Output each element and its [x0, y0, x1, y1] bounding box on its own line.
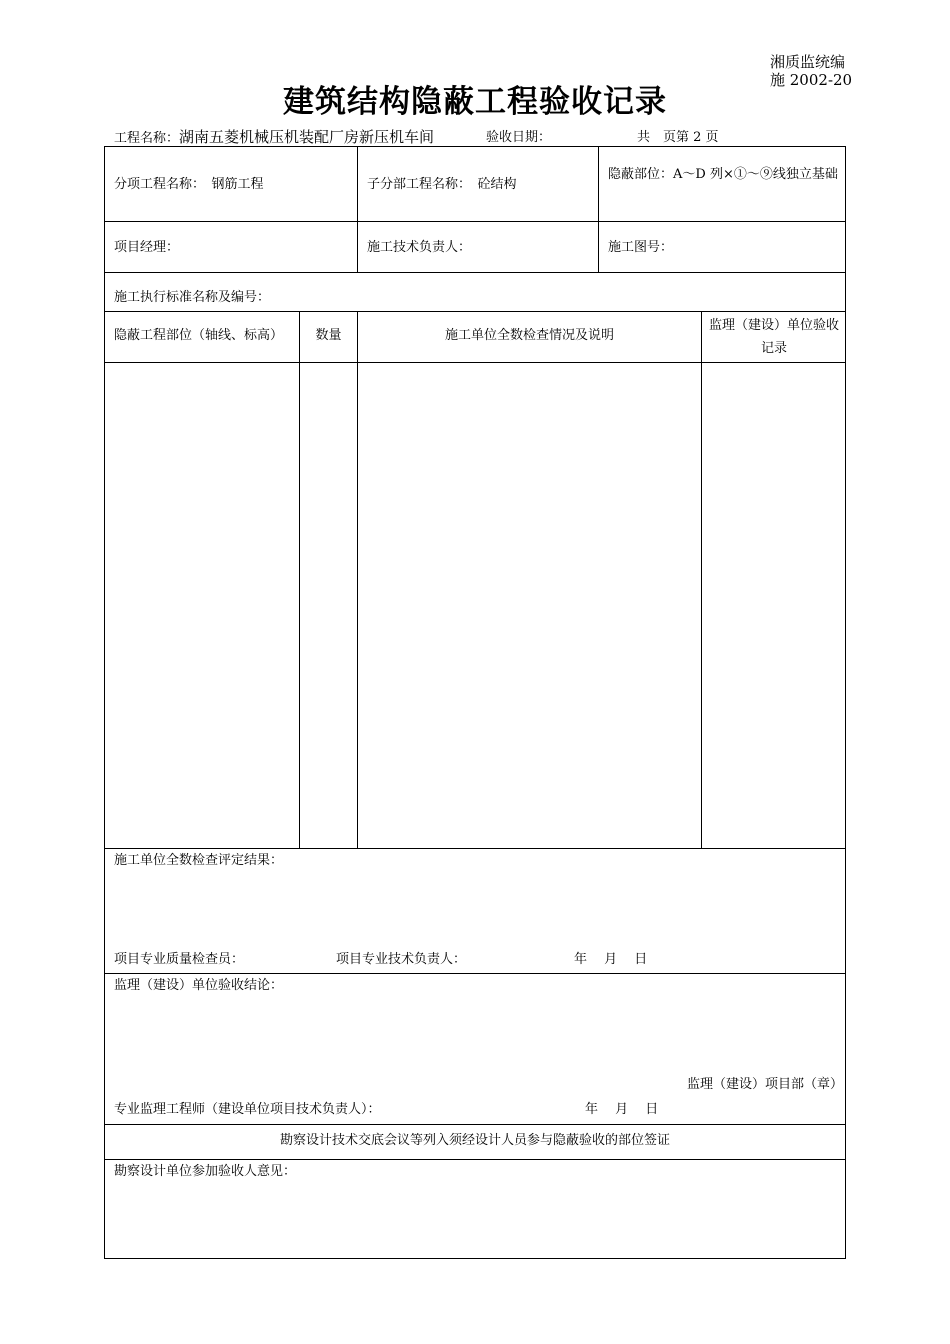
- form-code-line1: 湘质监统编: [770, 53, 846, 71]
- table-border-left: [104, 146, 105, 1259]
- table-border-right: [845, 146, 846, 1259]
- design-opinion-label: 勘察设计单位参加验收人意见：: [114, 1164, 297, 1179]
- row-divider: [104, 272, 846, 273]
- form-code-line2: 施 2002-20: [770, 71, 853, 89]
- col-header-inspection: 施工单位全数检查情况及说明: [444, 328, 614, 343]
- row-divider: [104, 1159, 846, 1160]
- col-divider: [598, 146, 599, 272]
- row-divider: [104, 311, 846, 312]
- supervision-stamp: 监理（建设）项目部（章）: [687, 1077, 844, 1092]
- row-divider: [104, 221, 846, 222]
- self-check-date: 年 月 日: [574, 952, 648, 967]
- table-border-top: [104, 146, 846, 147]
- col-divider: [299, 311, 300, 848]
- design-sign-heading: 勘察设计技术交底会议等列入须经设计人员参与隐蔽验收的部位签证: [279, 1133, 670, 1148]
- supervision-conclusion-label: 监理（建设）单位验收结论：: [114, 978, 284, 993]
- row-divider: [104, 1124, 846, 1125]
- row-divider: [104, 848, 846, 849]
- col-divider: [357, 146, 358, 272]
- table-border-bottom: [104, 1258, 846, 1259]
- col-header-supervision: 监理（建设）单位验收记录: [708, 318, 839, 356]
- standard-name: 施工执行标准名称及编号：: [114, 290, 271, 305]
- supervising-engineer: 专业监理工程师（建设单位项目技术负责人）：: [114, 1102, 381, 1117]
- col-header-part: 隐蔽工程部位（轴线、标高）: [114, 328, 284, 343]
- project-name-label: 工程名称：: [114, 131, 180, 146]
- col-header-quantity: 数量: [315, 328, 342, 343]
- col-divider: [357, 311, 358, 848]
- row-divider: [104, 362, 846, 363]
- row-divider: [104, 973, 846, 974]
- col-divider: [701, 311, 702, 848]
- acceptance-date-label: 验收日期：: [486, 130, 552, 145]
- self-check-label: 施工单位全数检查评定结果：: [114, 853, 284, 868]
- project-name-value: 湖南五菱机械压机装配厂房新压机车间: [179, 128, 435, 146]
- project-name-line: [114, 126, 434, 147]
- supervision-date: 年 月 日: [585, 1102, 659, 1117]
- project-manager: 项目经理：: [114, 240, 180, 255]
- sub-division-name: 子分部工程名称： 砼结构: [367, 177, 517, 192]
- drawing-number: 施工图号：: [608, 240, 674, 255]
- project-tech-lead: 项目专业技术负责人：: [336, 952, 467, 967]
- hidden-part: 隐蔽部位：A～D 列×①～⑨线独立基础: [608, 167, 838, 182]
- construction-tech-lead: 施工技术负责人：: [367, 240, 472, 255]
- page-title: 建筑结构隐蔽工程验收记录: [283, 84, 667, 120]
- page-count: 共 页第 2 页: [637, 130, 719, 145]
- sub-item-name: 分项工程名称： 钢筋工程: [114, 177, 264, 192]
- quality-inspector: 项目专业质量检查员：: [114, 952, 245, 967]
